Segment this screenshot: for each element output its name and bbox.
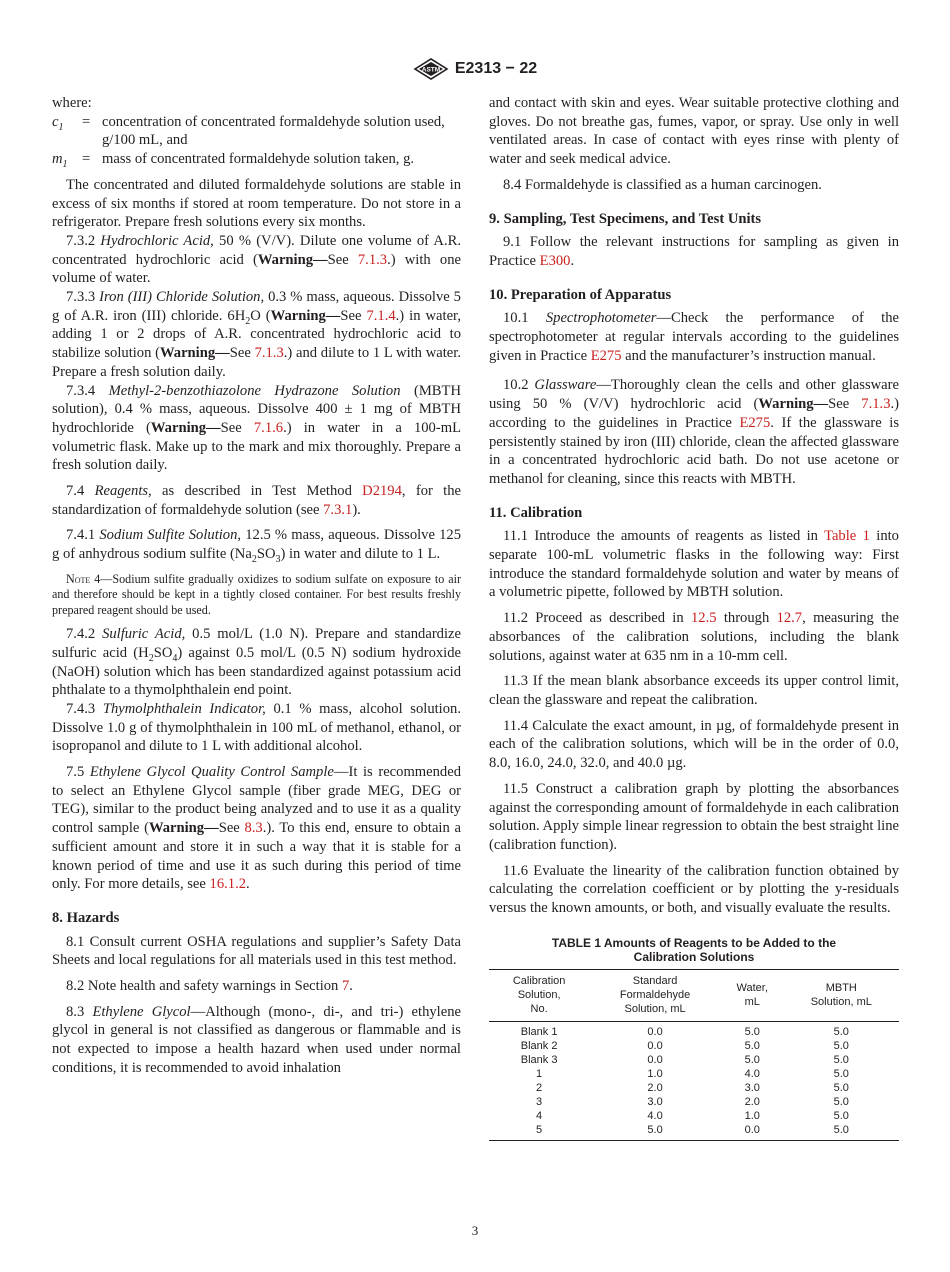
link-section-7[interactable]: 7 [342, 978, 350, 995]
note-4: Note 4—Sodium sulfite gradually oxidizes to sodium sulfate on exposure to air and therefore should be kept in a tightly closed container. For best results freshly prepared reagent should be used. [52, 571, 461, 617]
table-title: TABLE 1 Amounts of Reagents to be Added to the Calibration Solutions [551, 935, 837, 964]
link-e300[interactable]: E300 [539, 252, 571, 269]
link-7-1-6[interactable]: 7.1.6 [253, 419, 284, 436]
paragraph-8-1: 8.1 Consult current OSHA regulations and supplier’s Safety Data Sheets and local regulations for all materials used in this test method. [52, 933, 461, 969]
paragraph-11-2: 11.2 Proceed as described in 12.5 through 12.7, measuring the absorbances of the calibration solutions, including the blank solutions, against water at 635 nm in a 10-mm cell. [489, 610, 899, 664]
link-d2194[interactable]: D2194 [362, 483, 402, 500]
paragraph-10-1: 10.1 Spectrophotometer—Check the performance of the spectrophotometer at regular intervals according to the guidelines given in Practice E275 and the manufacturer’s instruction manual. [489, 310, 899, 364]
paragraph-7-4-3: 7.4.3 Thymolphthalein Indicator, 0.1 % mass, alcohol solution. Dissolve 1.0 g of thymolphthalein in 100 mL of methanol, ethanol, or isopropanol and dilute to 1 L with additional alcohol. [52, 700, 461, 755]
link-7-1-4[interactable]: 7.1.4 [366, 307, 396, 324]
paragraph-7-4-2: 7.4.2 Sulfuric Acid, 0.5 mol/L (1.0 N). Prepare and standardize sulfuric acid $(H_2SO_4)$ against 0.5 mol/L (0.5 N) sodium hydroxide (NaOH) solution which has been standardized against potassium acid phthalate to a thymolphthalein end point. [52, 626, 461, 699]
document-number: E2313 − 22 [454, 59, 538, 77]
link-e275[interactable]: E275 [739, 414, 771, 431]
paragraph-7-3-2: 7.3.2 Hydrochloric Acid, 50 % (V/V). Dilute one volume of A.R. concentrated hydrochloric acid (Warning—See 7.1.3.) with one volume of water. [52, 232, 461, 287]
where-label: where: [52, 95, 92, 111]
link-16-1-2[interactable]: 16.1.2 [209, 876, 247, 893]
table-row: Blank 1 0.0 5.0 5.0 [520, 1025, 849, 1038]
left-column [52, 94, 461, 1078]
astm-logo-icon [413, 58, 449, 80]
table-row: 4 4.0 1.0 5.0 [536, 1109, 849, 1122]
paragraph-8-3-continued: and contact with skin and eyes. Wear suitable protective clothing and gloves. Do not breathe gas, fumes, vapor, or spray. Use only in well ventilated areas. In case of contact with eyes rinse with plenty of water and seek medical advice. [489, 95, 899, 168]
paragraph-7-4-1: 7.4.1 Sodium Sulfite Solution, 12.5 % mass, aqueous. Dissolve 125 g of anhydrous sodium sulfite $(Na_2SO_3)$ in water and dilute to 1 L. [52, 527, 461, 566]
page-number: 3 [471, 1223, 479, 1238]
link-7-1-3[interactable]: 7.1.3 [357, 251, 388, 268]
paragraph-11-1: 11.1 Introduce the amounts of reagents as listed in Table 1 into separate 100-mL volumetric flasks in the following way: First introduce the standard formaldehyde solution and water by means of a volumetric pipette, followed by MBTH solution. [489, 528, 899, 601]
definition-c1: $c_1$ = concentration of concentrated formaldehyde solution used, g/100 mL, and [52, 113, 445, 149]
table-row: 3 3.0 2.0 5.0 [536, 1095, 849, 1108]
table-header-row [489, 969, 899, 1021]
paragraph-7-4: 7.4 Reagents, as described in Test Method D2194, for the standardization of formaldehyde solution (see 7.3.1). [52, 483, 461, 518]
header-mbth-solution: MBTH Solution, mL [784, 969, 899, 1021]
section-heading-9: 9. Sampling, Test Specimens, and Test Units [489, 210, 762, 227]
table-row: Blank 2 0.0 5.0 5.0 [520, 1039, 849, 1052]
paragraph-10-2: 10.2 Glassware—Thoroughly clean the cells and other glassware using 50 % (V/V) hydrochloric acid (Warning—See 7.1.3.) according to the guidelines in Practice E275. If the glassware is persistently stained by iron (III) chloride, clean the affected glassware in a concentrated hydrochloric acid bath. Do not use acetone or methanol for cleaning, since this reacts with MBTH. [489, 377, 900, 487]
right-column [489, 94, 899, 1141]
reagents-table [489, 969, 899, 1141]
table-row: 5 5.0 0.0 5.0 [536, 1123, 849, 1136]
paragraph-8-3: 8.3 Ethylene Glycol—Although (mono-, di-, and tri-) ethylene glycol in general is not classified as dangerous or flammable and is not expected to impose a health hazard when used under normal conditions, it is recommended to avoid inhalation [52, 1003, 461, 1076]
paragraph-8-2: 8.2 Note health and safety warnings in Section 7. [66, 978, 353, 995]
paragraph-11-3: 11.3 If the mean blank absorbance exceeds its upper control limit, clean the glassware and repeat the calibration. [489, 673, 899, 708]
paragraph-9-1: 9.1 Follow the relevant instructions for sampling as given in Practice E300. [489, 234, 899, 269]
paragraph-11-4: 11.4 Calculate the exact amount, in µg, of formaldehyde present in each of the calibration solutions, which will be in the order of 0.0, 8.0, 16.0, 24.0, 32.0, and 40.0 µg. [489, 717, 899, 772]
paragraph-11-6: 11.6 Evaluate the linearity of the calibration function obtained by calculating the correlation coefficient or by plotting the y-residuals versus the known amounts, or both, and visually evaluate the results. [489, 862, 899, 917]
header-water: Water, mL [721, 969, 784, 1021]
paragraph-7-5: 7.5 Ethylene Glycol Quality Control Sample—It is recommended to select an Ethylene Glycol sample (fiber grade MEG, DEG or TEG), similar to the product being analyzed and to use it as a quality control sample (Warning—See 8.3.). To this end, ensure to obtain a sufficient amount and store it in such a way that it is stable for a known period of time and use it as such during this period of time only. For more details, see 16.1.2. [52, 764, 461, 893]
link-e275[interactable]: E275 [590, 347, 622, 364]
table-row: Blank 3 0.0 5.0 5.0 [520, 1053, 849, 1066]
section-heading-11: 11. Calibration [489, 504, 583, 521]
link-8-3[interactable]: 8.3 [244, 820, 263, 837]
paragraph-7-3-4: 7.3.4 Methyl-2-benzothiazolone Hydrazone Solution (MBTH solution), 0.4 % mass, aqueous. Dissolve 400 ± 1 mg of MBTH hydrochloride (Warning—See 7.1.6.) in water in a 100-mL volumetric flask. Make up to the mark and mix thoroughly. Prepare a fresh solution daily. [52, 382, 461, 474]
paragraph-stability: The concentrated and diluted formaldehyde solutions are stable in excess of six months if stored at room temperature. Do not store in a refrigerator. Prepare fresh solutions every six months. [52, 176, 461, 231]
variable-definitions [52, 113, 461, 169]
link-12-7[interactable]: 12.7 [776, 610, 803, 627]
link-7-1-3[interactable]: 7.1.3 [254, 345, 284, 362]
paragraph-8-4: 8.4 Formaldehyde is classified as a human carcinogen. [503, 176, 822, 193]
paragraph-11-5: 11.5 Construct a calibration graph by plotting the absorbances against the corresponding amount of formaldehyde in each calibration solution. Apply simple linear regression to obtain the best straight line (calibration function). [489, 780, 899, 853]
table-row: 2 2.0 3.0 5.0 [536, 1081, 849, 1094]
link-7-3-1[interactable]: 7.3.1 [323, 501, 353, 518]
section-heading-10: 10. Preparation of Apparatus [489, 286, 672, 303]
svg-text:ASTM: ASTM [421, 66, 441, 74]
table-row: 1 1.0 4.0 5.0 [536, 1067, 849, 1080]
link-12-5[interactable]: 12.5 [690, 610, 717, 627]
header-calibration-solution: Calibration Solution, No. [489, 969, 589, 1021]
section-heading-8: 8. Hazards [52, 909, 120, 926]
table-1 [489, 936, 899, 1141]
link-7-1-3[interactable]: 7.1.3 [861, 396, 891, 413]
link-table-1[interactable]: Table 1 [824, 528, 870, 545]
header-standard-formaldehyde: Standard Formaldehyde Solution, mL [589, 969, 721, 1021]
definition-m1: $m_1$ = mass of concentrated formaldehyde solution taken, g. [52, 151, 415, 171]
page-header [0, 58, 950, 80]
paragraph-7-3-3: 7.3.3 Iron (III) Chloride Solution, 0.3 % mass, aqueous. Dissolve 5 g of A.R. iron (III) chloride. $6H_2O$ (Warning—See 7.1.4.) in water, adding 1 or 2 drops of A.R. concentrated hydrochloric acid to stabilize solution (Warning—See 7.1.3.) and dilute to 1 L with water. Prepare a fresh solution daily. [52, 289, 461, 380]
